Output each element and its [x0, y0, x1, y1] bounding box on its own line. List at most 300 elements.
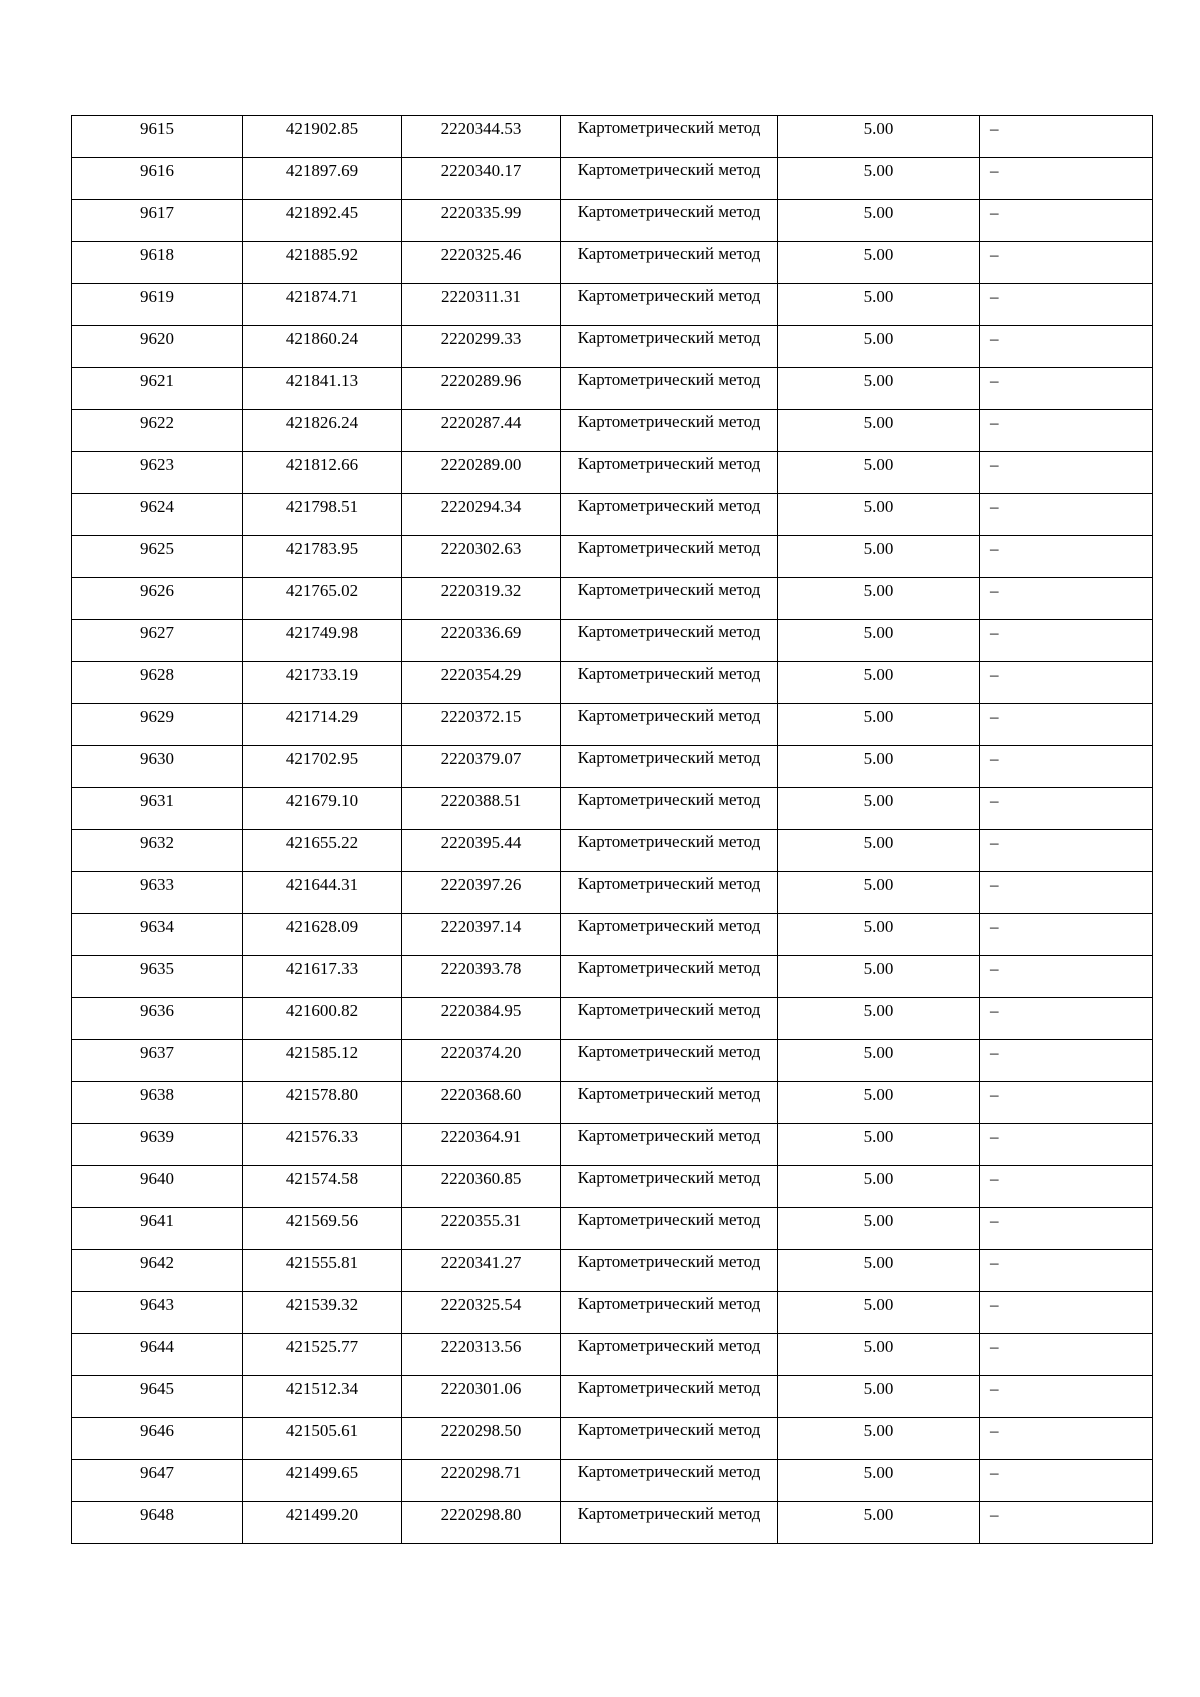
point-number-cell-text: 9639 — [140, 1127, 174, 1146]
x-coordinate-cell — [243, 284, 402, 326]
x-coordinate-cell — [243, 410, 402, 452]
note-cell — [980, 116, 1153, 158]
precision-cell-text: 5.00 — [863, 455, 894, 474]
x-coordinate-cell-text: 421841.13 — [285, 371, 359, 390]
y-coordinate-cell — [402, 872, 561, 914]
x-coordinate-cell — [243, 1208, 402, 1250]
point-number-cell — [72, 1082, 243, 1124]
y-coordinate-cell-text: 2220384.95 — [440, 1001, 522, 1020]
y-coordinate-cell — [402, 158, 561, 200]
x-coordinate-cell-text: 421812.66 — [285, 455, 359, 474]
point-number-cell — [72, 1376, 243, 1418]
x-coordinate-cell-text: 421578.80 — [285, 1085, 359, 1104]
x-coordinate-cell-text: 421826.24 — [285, 413, 359, 432]
y-coordinate-cell — [402, 704, 561, 746]
precision-cell-text: 5.00 — [863, 497, 894, 516]
precision-cell — [778, 1292, 980, 1334]
y-coordinate-cell-text: 2220325.46 — [440, 245, 522, 264]
precision-cell-text: 5.00 — [863, 161, 894, 180]
x-coordinate-cell-text: 421860.24 — [285, 329, 359, 348]
note-cell-text: – — [990, 1253, 999, 1272]
method-cell — [561, 1208, 778, 1250]
y-coordinate-cell — [402, 494, 561, 536]
method-cell — [561, 914, 778, 956]
precision-cell-text: 5.00 — [863, 1127, 894, 1146]
precision-cell — [778, 662, 980, 704]
y-coordinate-cell-text: 2220388.51 — [440, 791, 522, 810]
precision-cell-text: 5.00 — [863, 1421, 894, 1440]
precision-cell-text: 5.00 — [863, 917, 894, 936]
note-cell-text: – — [990, 959, 999, 978]
x-coordinate-cell-text: 421892.45 — [285, 203, 359, 222]
precision-cell — [778, 1334, 980, 1376]
method-cell — [561, 746, 778, 788]
method-cell-text: Картометрический метод — [577, 412, 761, 431]
x-coordinate-cell — [243, 620, 402, 662]
y-coordinate-cell-text: 2220397.26 — [440, 875, 522, 894]
method-cell-text: Картометрический метод — [577, 832, 761, 851]
point-number-cell — [72, 326, 243, 368]
precision-cell — [778, 578, 980, 620]
note-cell — [980, 872, 1153, 914]
note-cell — [980, 1418, 1153, 1460]
note-cell — [980, 578, 1153, 620]
y-coordinate-cell — [402, 788, 561, 830]
method-cell — [561, 998, 778, 1040]
x-coordinate-cell-text: 421539.32 — [285, 1295, 359, 1314]
precision-cell — [778, 1166, 980, 1208]
x-coordinate-cell — [243, 242, 402, 284]
precision-cell-text: 5.00 — [863, 1379, 894, 1398]
x-coordinate-cell — [243, 200, 402, 242]
y-coordinate-cell — [402, 1502, 561, 1544]
table-row — [72, 788, 1153, 830]
point-number-cell-text: 9635 — [140, 959, 174, 978]
point-number-cell-text: 9617 — [140, 203, 174, 222]
y-coordinate-cell-text: 2220298.50 — [440, 1421, 522, 1440]
table-row — [72, 1166, 1153, 1208]
note-cell — [980, 200, 1153, 242]
precision-cell-text: 5.00 — [863, 245, 894, 264]
point-number-cell-text: 9620 — [140, 329, 174, 348]
precision-cell — [778, 1208, 980, 1250]
precision-cell-text: 5.00 — [863, 623, 894, 642]
point-number-cell — [72, 704, 243, 746]
x-coordinate-cell-text: 421574.58 — [285, 1169, 359, 1188]
point-number-cell — [72, 998, 243, 1040]
point-number-cell-text: 9642 — [140, 1253, 174, 1272]
y-coordinate-cell — [402, 746, 561, 788]
method-cell-text: Картометрический метод — [577, 1000, 761, 1019]
note-cell-text: – — [990, 917, 999, 936]
note-cell-text: – — [990, 665, 999, 684]
note-cell-text: – — [990, 371, 999, 390]
precision-cell — [778, 704, 980, 746]
precision-cell — [778, 956, 980, 998]
coordinates-table — [71, 115, 1153, 1544]
y-coordinate-cell — [402, 284, 561, 326]
note-cell-text: – — [990, 539, 999, 558]
method-cell — [561, 704, 778, 746]
note-cell-text: – — [990, 455, 999, 474]
precision-cell-text: 5.00 — [863, 1211, 894, 1230]
point-number-cell-text: 9619 — [140, 287, 174, 306]
point-number-cell — [72, 1124, 243, 1166]
note-cell — [980, 326, 1153, 368]
point-number-cell-text: 9640 — [140, 1169, 174, 1188]
precision-cell — [778, 284, 980, 326]
precision-cell-text: 5.00 — [863, 665, 894, 684]
x-coordinate-cell — [243, 494, 402, 536]
x-coordinate-cell — [243, 998, 402, 1040]
precision-cell — [778, 998, 980, 1040]
table-row — [72, 1292, 1153, 1334]
x-coordinate-cell-text: 421585.12 — [285, 1043, 359, 1062]
note-cell — [980, 452, 1153, 494]
point-number-cell-text: 9626 — [140, 581, 174, 600]
y-coordinate-cell-text: 2220344.53 — [440, 119, 522, 138]
note-cell — [980, 914, 1153, 956]
y-coordinate-cell — [402, 1208, 561, 1250]
point-number-cell-text: 9618 — [140, 245, 174, 264]
precision-cell-text: 5.00 — [863, 1043, 894, 1062]
note-cell-text: – — [990, 1463, 999, 1482]
x-coordinate-cell-text: 421765.02 — [285, 581, 359, 600]
note-cell-text: – — [990, 497, 999, 516]
method-cell-text: Картометрический метод — [577, 160, 761, 179]
y-coordinate-cell-text: 2220395.44 — [440, 833, 522, 852]
y-coordinate-cell-text: 2220393.78 — [440, 959, 522, 978]
point-number-cell — [72, 872, 243, 914]
method-cell — [561, 536, 778, 578]
method-cell — [561, 116, 778, 158]
y-coordinate-cell-text: 2220360.85 — [440, 1169, 522, 1188]
y-coordinate-cell — [402, 620, 561, 662]
x-coordinate-cell — [243, 914, 402, 956]
y-coordinate-cell-text: 2220335.99 — [440, 203, 522, 222]
point-number-cell — [72, 746, 243, 788]
table-row — [72, 914, 1153, 956]
table-row — [72, 284, 1153, 326]
table-row — [72, 536, 1153, 578]
method-cell-text: Картометрический метод — [577, 874, 761, 893]
x-coordinate-cell — [243, 578, 402, 620]
x-coordinate-cell — [243, 1334, 402, 1376]
y-coordinate-cell-text: 2220294.34 — [440, 497, 522, 516]
note-cell — [980, 746, 1153, 788]
x-coordinate-cell-text: 421499.20 — [285, 1505, 359, 1524]
precision-cell-text: 5.00 — [863, 119, 894, 138]
point-number-cell-text: 9644 — [140, 1337, 174, 1356]
y-coordinate-cell — [402, 1124, 561, 1166]
note-cell-text: – — [990, 581, 999, 600]
method-cell-text: Картометрический метод — [577, 664, 761, 683]
method-cell — [561, 1250, 778, 1292]
precision-cell-text: 5.00 — [863, 749, 894, 768]
point-number-cell — [72, 956, 243, 998]
x-coordinate-cell-text: 421644.31 — [285, 875, 359, 894]
point-number-cell — [72, 284, 243, 326]
y-coordinate-cell — [402, 1040, 561, 1082]
point-number-cell — [72, 830, 243, 872]
y-coordinate-cell — [402, 1082, 561, 1124]
precision-cell — [778, 1418, 980, 1460]
note-cell — [980, 494, 1153, 536]
precision-cell-text: 5.00 — [863, 1337, 894, 1356]
table-row — [72, 956, 1153, 998]
point-number-cell — [72, 1418, 243, 1460]
y-coordinate-cell-text: 2220341.27 — [440, 1253, 522, 1272]
y-coordinate-cell — [402, 116, 561, 158]
point-number-cell — [72, 1040, 243, 1082]
precision-cell-text: 5.00 — [863, 875, 894, 894]
note-cell-text: – — [990, 791, 999, 810]
method-cell — [561, 830, 778, 872]
x-coordinate-cell — [243, 1082, 402, 1124]
note-cell-text: – — [990, 203, 999, 222]
x-coordinate-cell-text: 421617.33 — [285, 959, 359, 978]
method-cell-text: Картометрический метод — [577, 622, 761, 641]
x-coordinate-cell — [243, 116, 402, 158]
point-number-cell-text: 9633 — [140, 875, 174, 894]
note-cell — [980, 704, 1153, 746]
precision-cell — [778, 158, 980, 200]
x-coordinate-cell-text: 421569.56 — [285, 1211, 359, 1230]
method-cell-text: Картометрический метод — [577, 706, 761, 725]
table-row — [72, 494, 1153, 536]
y-coordinate-cell-text: 2220336.69 — [440, 623, 522, 642]
x-coordinate-cell-text: 421749.98 — [285, 623, 359, 642]
note-cell — [980, 956, 1153, 998]
method-cell — [561, 368, 778, 410]
x-coordinate-cell — [243, 830, 402, 872]
point-number-cell-text: 9616 — [140, 161, 174, 180]
y-coordinate-cell — [402, 242, 561, 284]
y-coordinate-cell — [402, 536, 561, 578]
point-number-cell — [72, 1334, 243, 1376]
x-coordinate-cell — [243, 536, 402, 578]
method-cell-text: Картометрический метод — [577, 286, 761, 305]
precision-cell — [778, 116, 980, 158]
point-number-cell-text: 9615 — [140, 119, 174, 138]
note-cell-text: – — [990, 875, 999, 894]
method-cell-text: Картометрический метод — [577, 1378, 761, 1397]
note-cell — [980, 830, 1153, 872]
method-cell — [561, 1082, 778, 1124]
point-number-cell-text: 9630 — [140, 749, 174, 768]
point-number-cell-text: 9646 — [140, 1421, 174, 1440]
precision-cell-text: 5.00 — [863, 371, 894, 390]
point-number-cell — [72, 494, 243, 536]
table-row — [72, 1334, 1153, 1376]
method-cell — [561, 494, 778, 536]
note-cell — [980, 1460, 1153, 1502]
method-cell-text: Картометрический метод — [577, 790, 761, 809]
method-cell-text: Картометрический метод — [577, 1420, 761, 1439]
y-coordinate-cell-text: 2220397.14 — [440, 917, 522, 936]
point-number-cell-text: 9643 — [140, 1295, 174, 1314]
method-cell-text: Картометрический метод — [577, 748, 761, 767]
method-cell — [561, 1124, 778, 1166]
point-number-cell — [72, 1166, 243, 1208]
x-coordinate-cell — [243, 326, 402, 368]
precision-cell — [778, 914, 980, 956]
y-coordinate-cell — [402, 578, 561, 620]
point-number-cell-text: 9627 — [140, 623, 174, 642]
point-number-cell-text: 9631 — [140, 791, 174, 810]
y-coordinate-cell-text: 2220364.91 — [440, 1127, 522, 1146]
note-cell-text: – — [990, 1337, 999, 1356]
precision-cell-text: 5.00 — [863, 1505, 894, 1524]
y-coordinate-cell-text: 2220325.54 — [440, 1295, 522, 1314]
x-coordinate-cell-text: 421885.92 — [285, 245, 359, 264]
point-number-cell-text: 9641 — [140, 1211, 174, 1230]
y-coordinate-cell — [402, 452, 561, 494]
table-row — [72, 872, 1153, 914]
point-number-cell — [72, 1250, 243, 1292]
note-cell — [980, 620, 1153, 662]
point-number-cell-text: 9629 — [140, 707, 174, 726]
method-cell-text: Картометрический метод — [577, 1462, 761, 1481]
x-coordinate-cell — [243, 1376, 402, 1418]
x-coordinate-cell-text: 421576.33 — [285, 1127, 359, 1146]
point-number-cell-text: 9622 — [140, 413, 174, 432]
precision-cell-text: 5.00 — [863, 1463, 894, 1482]
precision-cell — [778, 326, 980, 368]
precision-cell — [778, 242, 980, 284]
note-cell-text: – — [990, 833, 999, 852]
method-cell — [561, 284, 778, 326]
note-cell — [980, 1082, 1153, 1124]
point-number-cell — [72, 788, 243, 830]
point-number-cell — [72, 662, 243, 704]
method-cell-text: Картометрический метод — [577, 1042, 761, 1061]
table-row — [72, 158, 1153, 200]
precision-cell — [778, 1250, 980, 1292]
precision-cell — [778, 1502, 980, 1544]
note-cell-text: – — [990, 623, 999, 642]
x-coordinate-cell — [243, 1124, 402, 1166]
x-coordinate-cell-text: 421628.09 — [285, 917, 359, 936]
precision-cell-text: 5.00 — [863, 413, 894, 432]
x-coordinate-cell — [243, 158, 402, 200]
x-coordinate-cell — [243, 662, 402, 704]
method-cell — [561, 620, 778, 662]
point-number-cell-text: 9638 — [140, 1085, 174, 1104]
precision-cell-text: 5.00 — [863, 581, 894, 600]
y-coordinate-cell — [402, 1460, 561, 1502]
note-cell-text: – — [990, 1379, 999, 1398]
precision-cell-text: 5.00 — [863, 203, 894, 222]
note-cell — [980, 536, 1153, 578]
table-row — [72, 200, 1153, 242]
note-cell-text: – — [990, 707, 999, 726]
x-coordinate-cell-text: 421902.85 — [285, 119, 359, 138]
method-cell — [561, 788, 778, 830]
precision-cell-text: 5.00 — [863, 1169, 894, 1188]
method-cell — [561, 662, 778, 704]
note-cell — [980, 158, 1153, 200]
note-cell-text: – — [990, 287, 999, 306]
precision-cell — [778, 872, 980, 914]
y-coordinate-cell-text: 2220289.96 — [440, 371, 522, 390]
point-number-cell — [72, 536, 243, 578]
method-cell — [561, 200, 778, 242]
precision-cell-text: 5.00 — [863, 539, 894, 558]
note-cell — [980, 1040, 1153, 1082]
y-coordinate-cell — [402, 368, 561, 410]
table-row — [72, 1376, 1153, 1418]
note-cell — [980, 1208, 1153, 1250]
precision-cell — [778, 788, 980, 830]
y-coordinate-cell-text: 2220372.15 — [440, 707, 522, 726]
method-cell — [561, 410, 778, 452]
x-coordinate-cell-text: 421679.10 — [285, 791, 359, 810]
table-row — [72, 116, 1153, 158]
point-number-cell-text: 9632 — [140, 833, 174, 852]
x-coordinate-cell — [243, 452, 402, 494]
precision-cell — [778, 410, 980, 452]
precision-cell — [778, 1376, 980, 1418]
note-cell — [980, 1502, 1153, 1544]
method-cell-text: Картометрический метод — [577, 1294, 761, 1313]
x-coordinate-cell-text: 421555.81 — [285, 1253, 359, 1272]
point-number-cell-text: 9624 — [140, 497, 174, 516]
method-cell-text: Картометрический метод — [577, 370, 761, 389]
point-number-cell — [72, 914, 243, 956]
y-coordinate-cell-text: 2220287.44 — [440, 413, 522, 432]
method-cell-text: Картометрический метод — [577, 328, 761, 347]
method-cell-text: Картометрический метод — [577, 1252, 761, 1271]
point-number-cell-text: 9625 — [140, 539, 174, 558]
y-coordinate-cell — [402, 662, 561, 704]
precision-cell-text: 5.00 — [863, 1295, 894, 1314]
point-number-cell — [72, 1292, 243, 1334]
y-coordinate-cell-text: 2220289.00 — [440, 455, 522, 474]
table-row — [72, 368, 1153, 410]
precision-cell-text: 5.00 — [863, 329, 894, 348]
point-number-cell-text: 9621 — [140, 371, 174, 390]
method-cell-text: Картометрический метод — [577, 1126, 761, 1145]
table-row — [72, 1040, 1153, 1082]
note-cell-text: – — [990, 413, 999, 432]
note-cell — [980, 410, 1153, 452]
note-cell — [980, 1334, 1153, 1376]
y-coordinate-cell-text: 2220368.60 — [440, 1085, 522, 1104]
y-coordinate-cell-text: 2220301.06 — [440, 1379, 522, 1398]
note-cell-text: – — [990, 119, 999, 138]
y-coordinate-cell — [402, 1376, 561, 1418]
x-coordinate-cell — [243, 1502, 402, 1544]
precision-cell — [778, 536, 980, 578]
y-coordinate-cell-text: 2220313.56 — [440, 1337, 522, 1356]
point-number-cell — [72, 200, 243, 242]
y-coordinate-cell — [402, 1292, 561, 1334]
precision-cell-text: 5.00 — [863, 1085, 894, 1104]
x-coordinate-cell — [243, 872, 402, 914]
note-cell — [980, 788, 1153, 830]
y-coordinate-cell — [402, 200, 561, 242]
method-cell — [561, 242, 778, 284]
method-cell — [561, 1376, 778, 1418]
y-coordinate-cell-text: 2220299.33 — [440, 329, 522, 348]
table-row — [72, 452, 1153, 494]
point-number-cell — [72, 368, 243, 410]
method-cell-text: Картометрический метод — [577, 1210, 761, 1229]
precision-cell — [778, 1040, 980, 1082]
table-row — [72, 326, 1153, 368]
point-number-cell — [72, 1460, 243, 1502]
